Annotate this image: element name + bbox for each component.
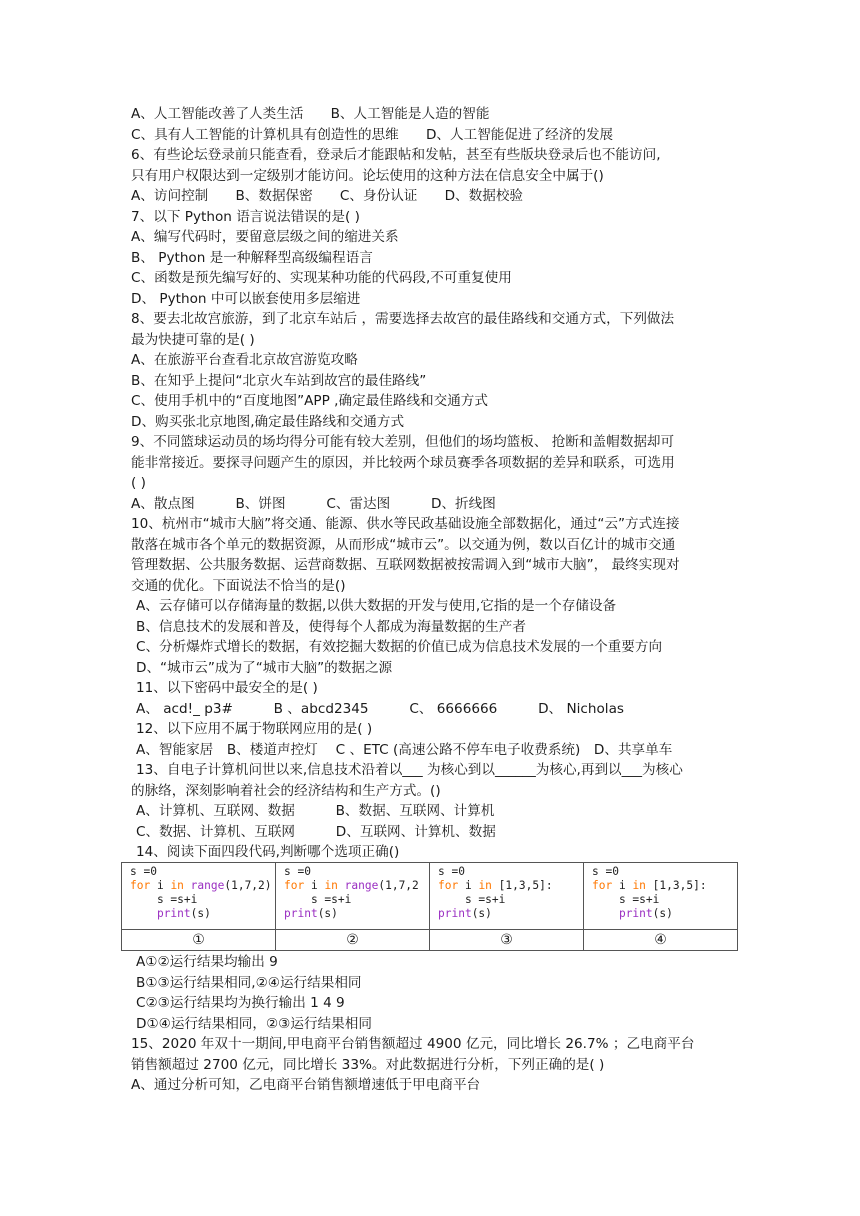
- code-text: (1,7,2): [224, 879, 272, 892]
- code-table: [121, 862, 738, 951]
- builtin: range: [190, 879, 225, 892]
- code-text: [130, 907, 157, 920]
- q8-option-a: A、在旅游平台查看北京故宫游览攻略: [131, 352, 358, 368]
- q10-option-d: D、“城市云”成为了“城市大脑”的数据之源: [136, 660, 393, 676]
- q14-option-b: B①③运行结果相同,②④运行结果相同: [136, 975, 362, 991]
- keyword: for: [130, 879, 151, 892]
- builtin: print: [438, 907, 472, 920]
- q11-stem: 11、以下密码中最安全的是( ): [136, 680, 318, 696]
- q12-options: A、智能家居 B、楼道声控灯 C 、ETC (高速公路不停车电子收费系统) D、共享单车: [136, 742, 673, 758]
- q7-option-a: A、编写代码时，要留意层级之间的缩进关系: [131, 229, 399, 245]
- q9-stem-3: ( ): [131, 475, 146, 491]
- q10-option-a: A、云存储可以存储海量的数据,以供大数据的开发与使用,它指的是一个存储设备: [136, 598, 617, 614]
- q10-option-b: B、信息技术的发展和普及，使得每个人都成为海量数据的生产者: [136, 619, 526, 635]
- q8-option-d: D、购买张北京地图,确定最佳路线和交通方式: [131, 414, 405, 430]
- code-number-row: [122, 930, 738, 951]
- q13-option-cd: C、数据、计算机、互联网 D、互联网、计算机、数据: [136, 824, 496, 840]
- code-text: [646, 879, 653, 892]
- q9-stem-1: 9、不同篮球运动员的场均得分可能有较大差别，但他们的场均篮板、 抢断和盖帽数据却可: [131, 434, 675, 450]
- q14-option-c: C②③运行结果均为换行输出 1 4 9: [136, 995, 345, 1011]
- q7-option-d: D、 Python 中可以嵌套使用多层缩进: [131, 291, 361, 307]
- keyword: in: [324, 879, 338, 892]
- code-cell-4: [584, 863, 738, 930]
- code-text: (s): [317, 907, 338, 920]
- q10-stem-1: 10、杭州市“城市大脑”将交通、能源、供水等民政基础设施全部数据化，通过“云”方式连接: [131, 516, 680, 532]
- q8-option-b: B、在知乎上提问“北京火车站到故宫的最佳路线”: [131, 373, 427, 389]
- q5-option-ab: A、人工智能改善了人类生活 B、人工智能是人造的智能: [131, 106, 490, 122]
- code-text: [1,3,5]:: [652, 879, 707, 892]
- q13-stem-2: 的脉络，深刻影响着社会的经济结构和生产方式。(): [131, 783, 441, 799]
- code-line: s =0: [284, 865, 311, 878]
- q6-stem-2: 只有用户权限达到一定级别才能访问。论坛使用的这种方法在信息安全中属于(): [131, 168, 604, 184]
- q7-stem: 7、以下 Python 语言说法错误的是( ): [131, 209, 360, 225]
- code-text: [1,3,5]:: [498, 879, 553, 892]
- q7-option-c: C、函数是预先编写好的、实现某种功能的代码段,不可重复使用: [131, 270, 512, 286]
- builtin: print: [156, 907, 191, 920]
- q8-option-c: C、使用手机中的“百度地图”APP ,确定最佳路线和交通方式: [131, 393, 488, 409]
- q7-option-b: B、 Python 是一种解释型高级编程语言: [131, 250, 373, 266]
- q8-stem-2: 最为快捷可靠的是( ): [131, 332, 255, 348]
- code-text: (s): [471, 907, 492, 920]
- builtin: print: [284, 907, 318, 920]
- q11-options: A、 acd!_ p3# B 、abcd2345 C、 6666666 D、 Nicholas: [136, 701, 624, 717]
- code-text: [492, 879, 499, 892]
- code-cell-1: [122, 863, 276, 930]
- q9-options: A、散点图 B、饼图 C、雷达图 D、折线图: [131, 496, 496, 512]
- code-line: s =s+i: [592, 893, 660, 906]
- code-number-2: ②: [276, 930, 430, 951]
- code-row: [122, 863, 738, 930]
- q10-stem-3: 管理数据、公共服务数据、运营商数据、互联网数据被按需调入到“城市大脑”， 最终实现对: [131, 557, 680, 573]
- builtin: range: [344, 879, 379, 892]
- keyword: in: [478, 879, 492, 892]
- code-cell-3: [430, 863, 584, 930]
- keyword: for: [592, 879, 613, 892]
- code-text: [338, 879, 345, 892]
- q15-stem-1: 15、2020 年双十一期间,甲电商平台销售额超过 4900 亿元，同比增长 26.7% ；乙电商平台: [131, 1036, 695, 1052]
- builtin: print: [618, 907, 653, 920]
- code-line: s =0: [438, 865, 465, 878]
- q6-options: A、访问控制 B、数据保密 C、身份认证 D、数据校验: [131, 188, 524, 204]
- code-text: i: [150, 879, 171, 892]
- code-text: [184, 879, 191, 892]
- code-line: s =0: [592, 865, 619, 878]
- keyword: in: [170, 879, 184, 892]
- code-line: s =s+i: [130, 893, 198, 906]
- q10-stem-4: 交通的优化。下面说法不恰当的是(): [131, 578, 346, 594]
- code-number-3: ③: [430, 930, 584, 951]
- q10-stem-2: 散落在城市各个单元的数据资源，从而形成“城市云”。以交通为例，数以百亿计的城市交通: [131, 537, 676, 553]
- q10-option-c: C、分析爆炸式增长的数据，有效挖掘大数据的价值已成为信息技术发展的一个重要方向: [136, 639, 663, 655]
- code-cell-2: [276, 863, 430, 930]
- q15-option-a: A、通过分析可知，乙电商平台销售额增速低于甲电商平台: [131, 1077, 481, 1093]
- q15-stem-2: 销售额超过 2700 亿元，同比增长 33%。对此数据进行分析，下列正确的是( ): [131, 1057, 605, 1073]
- q6-stem-1: 6、有些论坛登录前只能查看，登录后才能跟帖和发帖，甚至有些版块登录后也不能访问,: [131, 147, 661, 163]
- code-text: i: [612, 879, 633, 892]
- keyword: in: [632, 879, 646, 892]
- code-text: (s): [190, 907, 211, 920]
- q13-option-ab: A、计算机、互联网、数据 B、数据、互联网、计算机: [136, 803, 495, 819]
- keyword: for: [284, 879, 305, 892]
- q8-stem-1: 8、要去北故宫旅游，到了北京车站后 ，需要选择去故宫的最佳路线和交通方式，下列做法: [131, 311, 675, 327]
- code-line: s =s+i: [284, 893, 352, 906]
- code-text: i: [304, 879, 325, 892]
- code-line: s =s+i: [438, 893, 506, 906]
- q14-stem: 14、阅读下面四段代码,判断哪个选项正确(): [136, 844, 400, 860]
- q5-option-cd: C、具有人工智能的计算机具有创造性的思维 D、人工智能促进了经济的发展: [131, 127, 614, 143]
- code-text: [592, 907, 619, 920]
- q12-stem: 12、以下应用不属于物联网应用的是( ): [136, 721, 373, 737]
- q13-stem-1: 13、自电子计算机问世以来,信息技术沿着以___ 为核心到以______为核心,再到以___为核心: [136, 762, 683, 778]
- code-text: i: [458, 879, 479, 892]
- code-number-1: ①: [122, 930, 276, 951]
- code-text: (s): [652, 907, 673, 920]
- keyword: for: [438, 879, 459, 892]
- code-number-4: ④: [584, 930, 738, 951]
- q14-option-a: A①②运行结果均输出 9: [136, 954, 278, 970]
- q14-option-d: D①④运行结果相同，②③运行结果相同: [136, 1016, 372, 1032]
- q9-stem-2: 能非常接近。要探寻问题产生的原因，并比较两个球员赛季各项数据的差异和联系，可选用: [131, 455, 675, 471]
- code-text: (1,7,2: [378, 879, 419, 892]
- code-line: s =0: [130, 865, 157, 878]
